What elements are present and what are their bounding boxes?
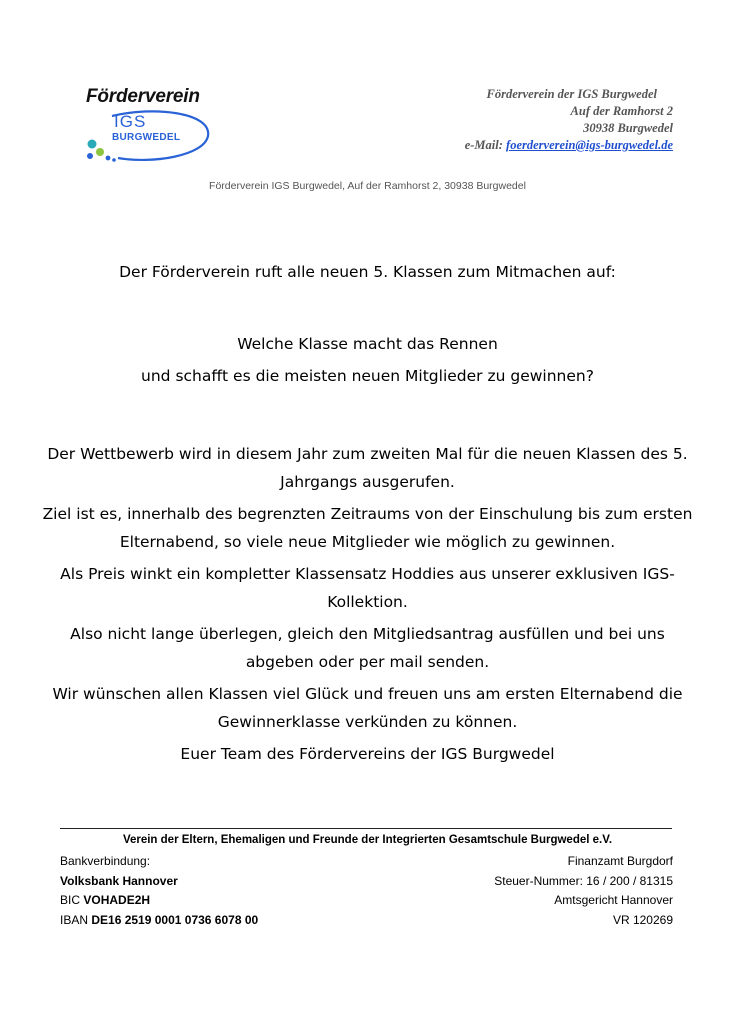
footer-legal-info: [494, 852, 673, 930]
footer-title: Verein der Eltern, Ehemaligen und Freunde der Integrierten Gesamtschule Burgwedel e.V.: [122, 834, 613, 846]
paragraph-1: Der Wettbewerb wird in diesem Jahr zum zweiten Mal für die neuen Klassen des 5. Jahrgangs ausgerufen.: [47, 445, 688, 491]
court: Amtsgericht Hannover: [554, 893, 673, 907]
email-label: e-Mail:: [464, 138, 503, 152]
address-email-row: [465, 137, 673, 154]
email-link[interactable]: foerderverein@igs-burgwedel.de: [506, 138, 673, 152]
footer-divider: [60, 828, 672, 829]
address-line-1: Förderverein der IGS Burgwedel: [486, 87, 657, 101]
bic-label: BIC: [60, 893, 81, 907]
bank-name: Volksbank Hannover: [60, 873, 178, 888]
tax-office: Finanzamt Burgdorf: [567, 854, 673, 868]
heading-text: Der Förderverein ruft alle neuen 5. Klassen zum Mitmachen auf:: [119, 263, 616, 281]
logo-igs: IGS: [114, 112, 147, 131]
bic-value: VOHADE2H: [83, 893, 151, 907]
address-line-3: 30938 Burgwedel: [583, 121, 673, 135]
paragraph-5: Wir wünschen allen Klassen viel Glück und freuen uns am ersten Elternabend die Gewinnerklasse verkünden zu können.: [52, 685, 683, 731]
question-line-1: Welche Klasse macht das Rennen: [237, 335, 498, 353]
heading: [40, 258, 695, 286]
bank-label: Bankverbindung:: [60, 854, 151, 868]
paragraph-6: Euer Team des Fördervereins der IGS Burgwedel: [180, 745, 555, 763]
question: [40, 330, 695, 390]
paragraph-2: Ziel ist es, innerhalb des begrenzten Zeitraums von der Einschulung bis zum ersten Elternabend, so viele neue Mitglieder wie möglich zu gewinnen.: [42, 505, 693, 551]
body-text: [40, 440, 695, 772]
iban-row: [60, 911, 258, 931]
iban-value: DE16 2519 0001 0736 6078 00: [91, 912, 259, 927]
address-line-2: Auf der Ramhorst 2: [570, 104, 673, 118]
register-number: VR 120269: [612, 912, 673, 927]
bic-row: [60, 891, 258, 911]
footer-bank-info: [60, 852, 258, 930]
logo-burgwedel: BURGWEDEL: [112, 132, 181, 143]
paragraph-3: Als Preis winkt ein kompletter Klassensatz Hoddies aus unserer exklusiven IGS-Kollektion.: [60, 565, 675, 611]
logo: [82, 86, 214, 166]
sender-line: Förderverein IGS Burgwedel, Auf der Ramhorst 2, 30938 Burgwedel: [209, 180, 526, 192]
tax-number: Steuer-Nummer: 16 / 200 / 81315: [494, 873, 673, 888]
question-line-2: und schafft es die meisten neuen Mitglieder zu gewinnen?: [141, 367, 594, 385]
iban-label: IBAN: [60, 912, 89, 927]
logo-title: Förderverein: [86, 86, 200, 107]
paragraph-4: Also nicht lange überlegen, gleich den Mitgliedsantrag ausfüllen und bei uns abgeben oder per mail senden.: [70, 625, 665, 671]
address-block: [465, 86, 673, 154]
